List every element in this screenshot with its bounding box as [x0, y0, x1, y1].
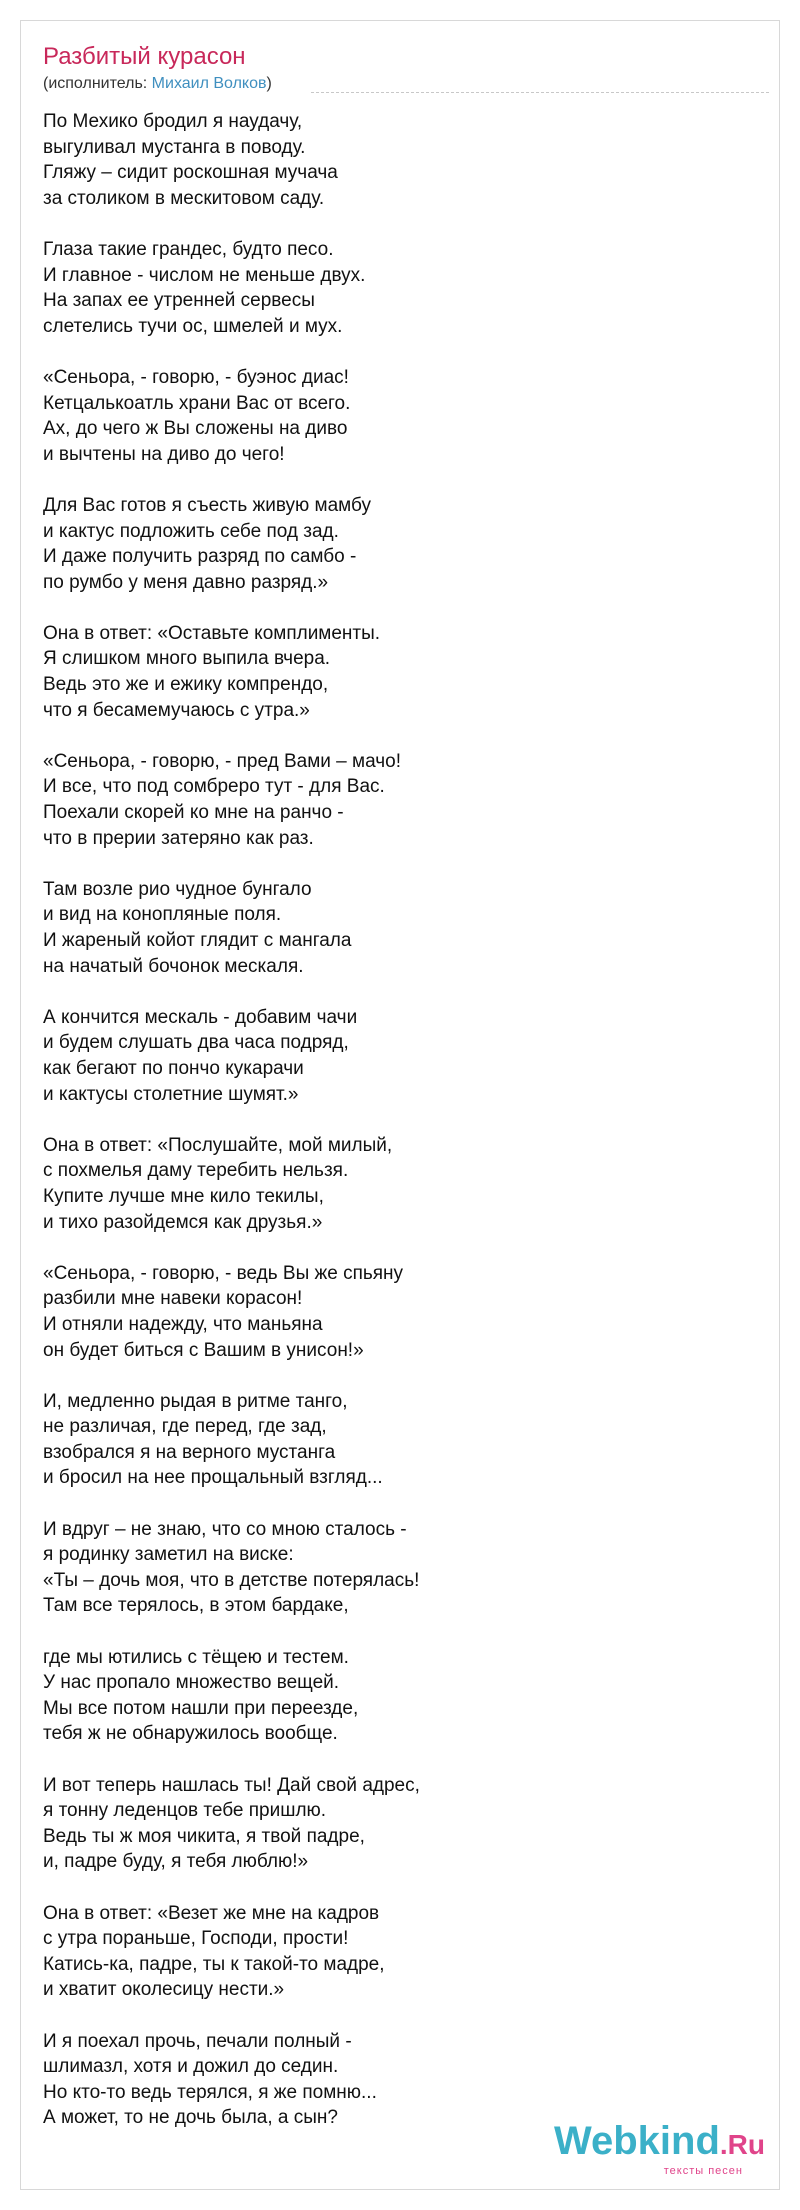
lyric-line: и вычтены на диво до чего! — [43, 443, 285, 465]
lyric-line: по румбо у меня давно разряд.» — [43, 571, 329, 593]
stanza — [43, 237, 763, 339]
lyric-line: Но кто-то ведь терялся, я же помню... — [43, 2081, 377, 2103]
stanza — [43, 109, 763, 211]
lyric-line: выгуливал мустанга в поводу. — [43, 136, 306, 158]
lyric-line: Мы все потом нашли при переезде, — [43, 1697, 359, 1719]
divider — [311, 92, 769, 93]
lyric-line: и, падре буду, я тебя люблю!» — [43, 1851, 309, 1873]
lyric-line: «Сеньора, - говорю, - буэнос диас! — [43, 366, 349, 388]
lyrics-page — [20, 20, 780, 2190]
lyric-line: Ах, до чего ж Вы сложены на диво — [43, 418, 348, 440]
lyric-line: и кактусы столетние шумят.» — [43, 1083, 299, 1105]
lyrics-body — [43, 109, 763, 2157]
lyric-line: разбили мне навеки корасон! — [43, 1288, 303, 1310]
logo-tagline: тексты песен — [663, 2165, 743, 2177]
lyric-line: И вот теперь нашлась ты! Дай свой адрес, — [43, 1774, 420, 1796]
stanza — [43, 877, 763, 979]
stanza — [43, 365, 763, 467]
lyric-line: Ведь это же и ежику компрендо, — [43, 674, 329, 696]
logo-wordmark — [554, 2121, 765, 2165]
lyric-line: что в прерии затеряно как раз. — [43, 827, 314, 849]
lyric-line: я родинку заметил на виске: — [43, 1544, 294, 1566]
lyric-line: где мы ютились с тёщею и тестем. — [43, 1646, 349, 1668]
lyric-line: Она в ответ: «Везет же мне на кадров — [43, 1902, 380, 1924]
lyric-line: с похмелья даму теребить нельзя. — [43, 1160, 349, 1182]
lyric-line: слетелись тучи ос, шмелей и мух. — [43, 315, 343, 337]
lyric-line: и тихо разойдемся как друзья.» — [43, 1211, 323, 1233]
lyric-line: А кончится мескаль - добавим чачи — [43, 1006, 358, 1028]
lyric-line: «Ты – дочь моя, что в детстве потерялась! — [43, 1569, 420, 1591]
lyric-line: «Сеньора, - говорю, - ведь Вы же спьяну — [43, 1262, 404, 1284]
lyric-line: и хватит околесицу нести.» — [43, 1979, 285, 2001]
lyric-line: «Сеньора, - говорю, - пред Вами – мачо! — [43, 750, 401, 772]
lyric-line: Катись-ка, падре, ты к такой-то мадре, — [43, 1953, 385, 1975]
site-logo[interactable] — [554, 2121, 765, 2177]
lyric-line: он будет биться с Вашим в унисон!» — [43, 1339, 364, 1361]
stanza — [43, 2029, 763, 2131]
lyric-line: Она в ответ: «Послушайте, мой милый, — [43, 1134, 393, 1156]
lyric-line: не различая, где перед, где зад, — [43, 1416, 327, 1438]
lyric-line: я тонну леденцов тебе пришлю. — [43, 1800, 327, 1822]
lyric-line: за столиком в мескитовом саду. — [43, 187, 325, 209]
lyric-line: тебя ж не обнаружилось вообще. — [43, 1723, 338, 1745]
stanza — [43, 749, 763, 851]
stanza — [43, 1773, 763, 1875]
logo-word: Webkind — [553, 2119, 720, 2163]
lyric-line: И главное - числом не меньше двух. — [43, 264, 366, 286]
lyric-line: Глаза такие грандес, будто песо. — [43, 238, 334, 260]
lyric-line: И отняли надежду, что маньяна — [43, 1313, 323, 1335]
artist-suffix: ) — [266, 75, 272, 92]
stanza — [43, 493, 763, 595]
lyric-line: и бросил на нее прощальный взгляд... — [43, 1467, 383, 1489]
lyric-line: У нас пропало множество вещей. — [43, 1672, 340, 1694]
lyric-line: и вид на конопляные поля. — [43, 904, 282, 926]
lyric-line: И, медленно рыдая в ритме танго, — [43, 1390, 348, 1412]
lyric-line: с утра пораньше, Господи, прости! — [43, 1928, 349, 1950]
lyric-line: И все, что под сомбреро тут - для Вас. — [43, 776, 385, 798]
lyric-line: Там все терялось, в этом бардаке, — [43, 1595, 349, 1617]
lyric-line: А может, то не дочь была, а сын? — [43, 2107, 338, 2129]
song-title: Разбитый курасон — [43, 43, 246, 70]
stanza — [43, 1901, 763, 2003]
lyric-line: По Мехико бродил я наудачу, — [43, 111, 303, 132]
stanza — [43, 1517, 763, 1619]
stanza — [43, 1389, 763, 1491]
lyric-line: Там возле рио чудное бунгало — [43, 878, 312, 900]
lyric-line: и кактус подложить себе под зад. — [43, 520, 339, 542]
lyric-line: как бегают по пончо кукарачи — [43, 1057, 304, 1079]
artist-prefix: (исполнитель: — [43, 75, 152, 92]
lyric-line: что я бесамемучаюсь с утра.» — [43, 699, 310, 721]
lyric-line: Поехали скорей ко мне на ранчо - — [43, 802, 344, 824]
lyric-line: Купите лучше мне кило текилы, — [43, 1185, 324, 1207]
lyric-line: И вдруг – не знаю, что со мною сталось - — [43, 1518, 407, 1540]
artist-line — [43, 75, 272, 93]
stanza — [43, 1133, 763, 1235]
lyric-line: Я слишком много выпила вчера. — [43, 648, 331, 670]
lyric-line: шлимазл, хотя и дожил до седин. — [43, 2056, 339, 2078]
lyric-line: на начатый бочонок мескаля. — [43, 955, 304, 977]
lyric-line: Ведь ты ж моя чикита, я твой падре, — [43, 1825, 365, 1847]
stanza — [43, 1645, 763, 1747]
lyric-line: Для Вас готов я съесть живую мамбу — [43, 494, 371, 516]
artist-link[interactable]: Михаил Волков — [151, 75, 267, 92]
lyric-line: И я поехал прочь, печали полный - — [43, 2030, 352, 2052]
lyric-line: Кетцалькоатль храни Вас от всего. — [43, 392, 351, 414]
lyric-line: И даже получить разряд по самбо - — [43, 546, 357, 568]
logo-tld: .Ru — [719, 2129, 765, 2160]
lyric-line: Гляжу – сидит роскошная мучача — [43, 162, 338, 184]
lyric-line: На запах ее утренней сервесы — [43, 290, 315, 312]
lyric-line: Она в ответ: «Оставьте комплименты. — [43, 622, 381, 644]
stanza — [43, 1005, 763, 1107]
stanza — [43, 621, 763, 723]
lyric-line: И жареный койот глядит с мангала — [43, 930, 352, 951]
lyric-line: взобрался я на верного мустанга — [43, 1441, 336, 1463]
lyric-line: и будем слушать два часа подряд, — [43, 1032, 349, 1054]
stanza — [43, 1261, 763, 1363]
